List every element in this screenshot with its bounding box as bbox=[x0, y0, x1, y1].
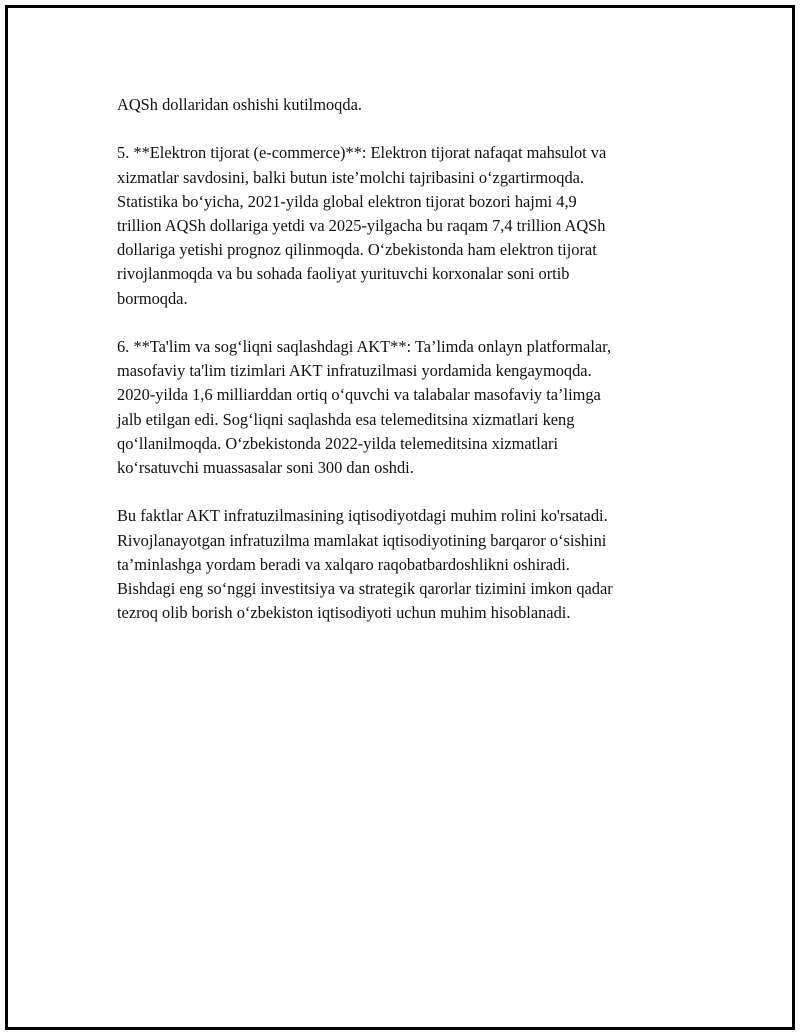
text-line: jalb etilgan edi. Sog‘liqni saqlashda esa telemeditsina xizmatlari keng bbox=[117, 409, 575, 429]
text-line: 2020-yilda 1,6 milliarddan ortiq o‘quvchi va talabalar masofaviy ta’limga bbox=[117, 385, 601, 405]
text-line: trillion AQSh dollariga yetdi va 2025-yilgacha bu raqam 7,4 trillion AQSh bbox=[117, 216, 606, 235]
text-line: rivojlanmoqda va bu sohada faoliyat yurituvchi korxonalar soni ortib bbox=[117, 264, 570, 284]
text-line: masofaviy ta'lim tizimlari AKT infratuzilmasi yordamida kengaymoqda. bbox=[117, 361, 592, 381]
text-line: 6. **Ta'lim va sog‘liqni saqlashdagi AKT**: Ta’limda onlayn platformalar, bbox=[117, 337, 612, 356]
text-line: Statistika bo‘yicha, 2021-yilda global elektron tijorat bozori hajmi 4,9 bbox=[117, 191, 577, 211]
paragraph-e-commerce bbox=[117, 141, 692, 310]
text-line: xizmatlar savdosini, balki butun iste’molchi tajribasini o‘zgartirmoqda. bbox=[117, 167, 585, 187]
document-body bbox=[117, 93, 692, 650]
text-line: dollariga yetishi prognoz qilinmoqda. O‘zbekistonda ham elektron tijorat bbox=[117, 240, 597, 260]
paragraph-conclusion bbox=[117, 504, 692, 625]
text-line: Rivojlanayotgan infratuzilma mamlakat iqtisodiyotining barqaror o‘sishini bbox=[117, 530, 607, 550]
text-line: qo‘llanilmoqda. O‘zbekistonda 2022-yilda telemeditsina xizmatlari bbox=[117, 433, 559, 453]
paragraph-continuation bbox=[117, 93, 692, 117]
text-line: 5. **Elektron tijorat (e-commerce)**: Elektron tijorat nafaqat mahsulot va bbox=[117, 143, 607, 163]
paragraph-education-health bbox=[117, 335, 692, 480]
text-line: ko‘rsatuvchi muassasalar soni 300 dan oshdi. bbox=[117, 458, 414, 478]
text-line: Bishdagi eng so‘nggi investitsiya va strategik qarorlar tizimini imkon qadar bbox=[117, 579, 613, 599]
text-line: AQSh dollaridan oshishi kutilmoqda. bbox=[117, 95, 362, 114]
text-line: tezroq olib borish o‘zbekiston iqtisodiyoti uchun muhim hisoblanadi. bbox=[117, 603, 571, 623]
text-line: Bu faktlar AKT infratuzilmasining iqtisodiyotdagi muhim rolini ko'rsatadi. bbox=[117, 506, 608, 526]
text-line: bormoqda. bbox=[117, 288, 188, 308]
text-line: ta’minlashga yordam beradi va xalqaro raqobatbardoshlikni oshiradi. bbox=[117, 554, 570, 574]
